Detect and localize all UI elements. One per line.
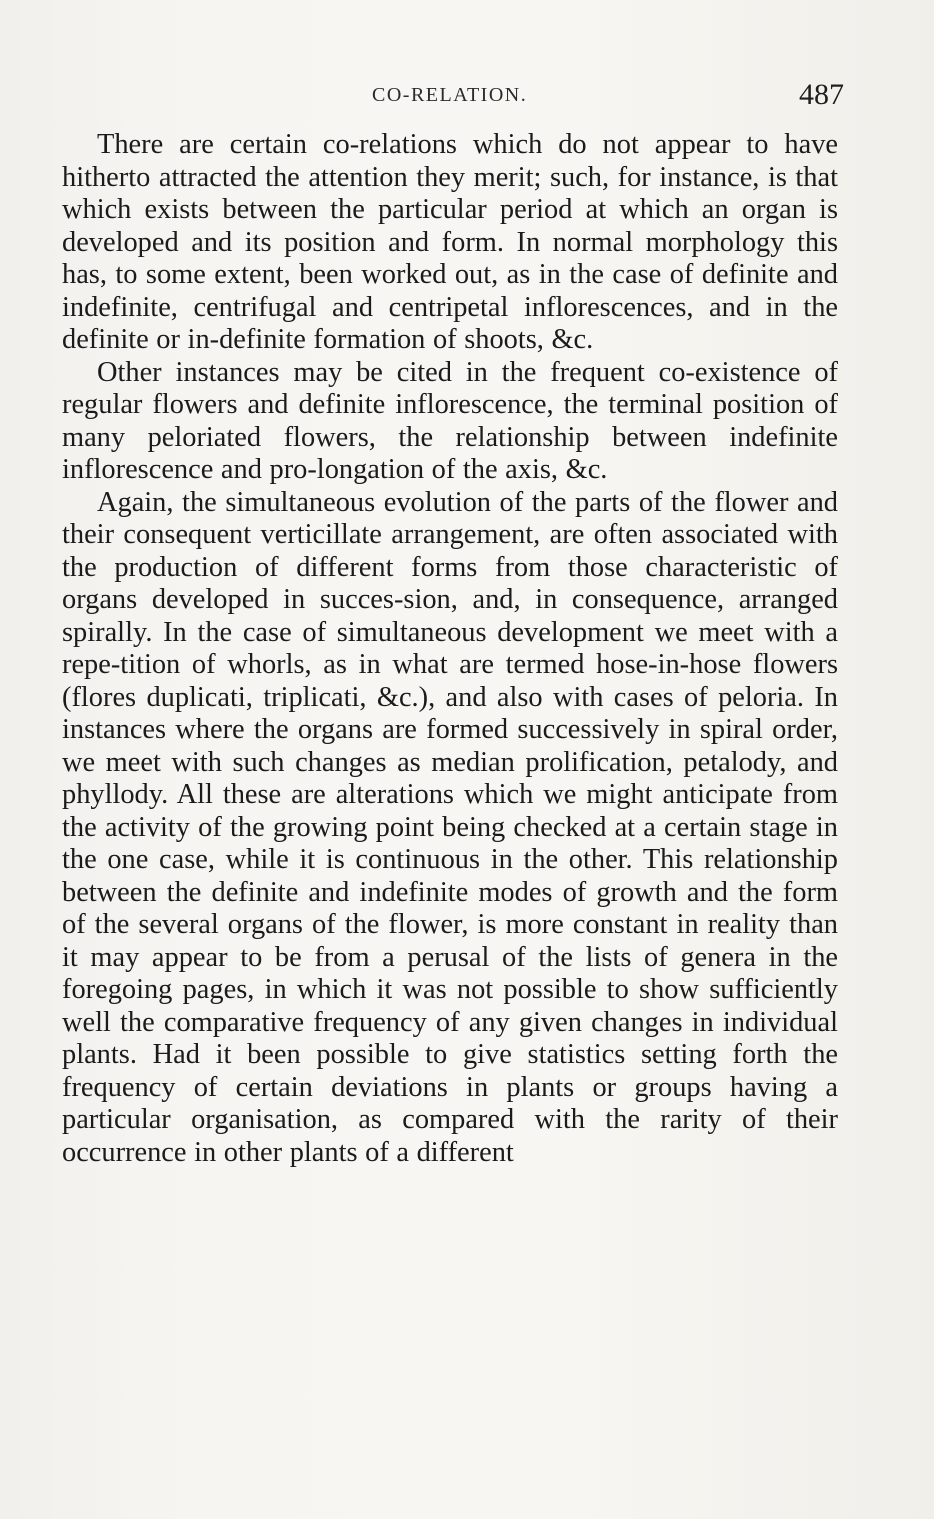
paragraph-3: Again, the simultaneous evolution of the parts of the flower and their consequent verticillate arrangement, are often associated with the production of different forms from those characteristic of organs developed in succes-sion, and, in consequence, arranged spirally. In the case of simultaneous development we meet with a repe-tition of whorls, as in what are termed hose-in-hose flowers (flores duplicati, triplicati, &c.), and also with cases of peloria. In instances where the organs are formed successively in spiral order, we meet with such changes as median prolification, petalody, and phyllody. All these are alterations which we might anticipate from the activity of the growing point being checked at a certain stage in the one case, while it is continuous in the other. This relationship between the definite and indefinite modes of growth and the form of the several organs of the flower, is more constant in reality than it may appear to be from a perusal of the lists of genera in the foregoing pages, in which it was not possible to show sufficiently well the comparative frequency of any given changes in individual plants. Had it been possible to give statistics setting forth the frequency of certain deviations in plants or groups having a particular organisation, as compared with the rarity of their occurrence in other plants of a different (62, 486, 838, 1168)
paragraph-2: Other instances may be cited in the frequent co-existence of regular flowers and definite inflorescence, the terminal position of many peloriated flowers, the relationship between indefinite inflorescence and pro-longation of the axis, &c. (62, 356, 838, 485)
body-text (62, 129, 838, 1169)
running-head (64, 78, 844, 118)
paragraph-1: There are certain co-relations which do not appear to have hitherto attracted the attention they merit; such, for instance, is that which exists between the particular period at which an organ is developed and its position and form. In normal morphology this has, to some extent, been worked out, as in the case of definite and indefinite, centrifugal and centripetal inflorescences, and in the definite or in-definite formation of shoots, &c. (62, 129, 838, 355)
running-title: CO-RELATION. (372, 84, 528, 106)
page-number: 487 (799, 78, 844, 111)
